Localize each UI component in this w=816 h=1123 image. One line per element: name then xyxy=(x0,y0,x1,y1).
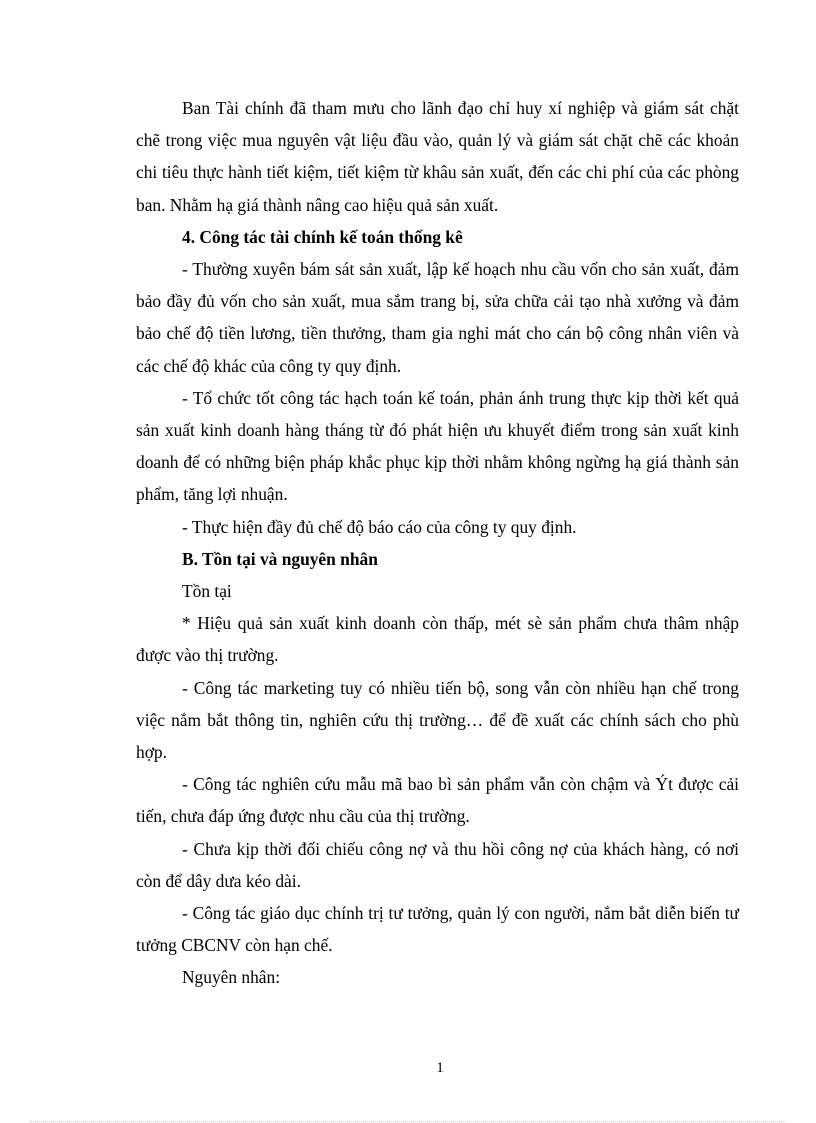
paragraph-reporting: - Thực hiện đầy đủ chế độ báo cáo của công ty quy định. xyxy=(182,516,577,537)
paragraph-packaging: - Công tác nghiên cứu mẫu mã bao bì sản phẩm vẫn còn chậm và Ýt được cải tiến, chưa đáp ứng được nhu cầu của thị trường. xyxy=(136,774,739,827)
paragraph-finance-advisory: Ban Tài chính đã tham mưu cho lãnh đạo chỉ huy xí nghiệp và giám sát chặt chẽ trong việc mua nguyên vật liệu đầu vào, quản lý và giám sát chặt chẽ các khoản chi tiêu thực hành tiết kiệm, tiết kiệm từ khâu sản xuất, đến các chi phí của các phòng ban. Nhằm hạ giá thành nâng cao hiệu quả sản xuất. xyxy=(136,98,739,215)
page-number: 1 xyxy=(436,1060,444,1076)
page-bottom-divider xyxy=(30,1121,786,1122)
paragraph-capital-planning: - Thường xuyên bám sát sản xuất, lập kế hoạch nhu cầu vốn cho sản xuất, đảm bảo đầy đủ vốn cho sản xuất, mua sắm trang bị, sửa chữa cải tạo nhà xưởng và đảm bảo chế độ tiền lương, tiền thưởng, tham gia nghỉ mát cho cán bộ công nhân viên và các chế độ khác của công ty quy định. xyxy=(136,259,739,376)
heading-section-4: 4. Công tác tài chính kế toán thống kê xyxy=(182,226,463,247)
subheading-nguyen-nhan: Nguyên nhân: xyxy=(182,967,281,988)
subheading-ton-tai: Tồn tại xyxy=(182,581,232,602)
paragraph-education: - Công tác giáo dục chính trị tư tưởng, quản lý con người, nắm bắt diễn biến tư tưởng CBCNV còn hạn chế. xyxy=(136,903,739,956)
paragraph-marketing: - Công tác marketing tuy có nhiều tiến bộ, song vẫn còn nhiều hạn chế trong việc nắm bắt thông tin, nghiên cứu thị trường… để đề xuất các chính sách cho phù hợp. xyxy=(136,677,739,763)
heading-section-b: B. Tồn tại và nguyên nhân xyxy=(182,548,378,569)
paragraph-debt: - Chưa kịp thời đối chiếu công nợ và thu hồi công nợ của khách hàng, có nơi còn để dây dưa kéo dài. xyxy=(136,838,739,891)
paragraph-low-efficiency: * Hiệu quả sản xuất kinh doanh còn thấp, mét sè sản phẩm chưa thâm nhập được vào thị trường. xyxy=(136,613,739,666)
document-body xyxy=(136,92,739,994)
paragraph-accounting: - Tổ chức tốt công tác hạch toán kế toán, phản ánh trung thực kịp thời kết quả sản xuất kinh doanh hàng tháng từ đó phát hiện ưu khuyết điểm trong sản xuất kinh doanh để có những biện pháp khắc phục kịp thời nhằm không ngừng hạ giá thành sản phẩm, tăng lợi nhuận. xyxy=(136,387,739,505)
